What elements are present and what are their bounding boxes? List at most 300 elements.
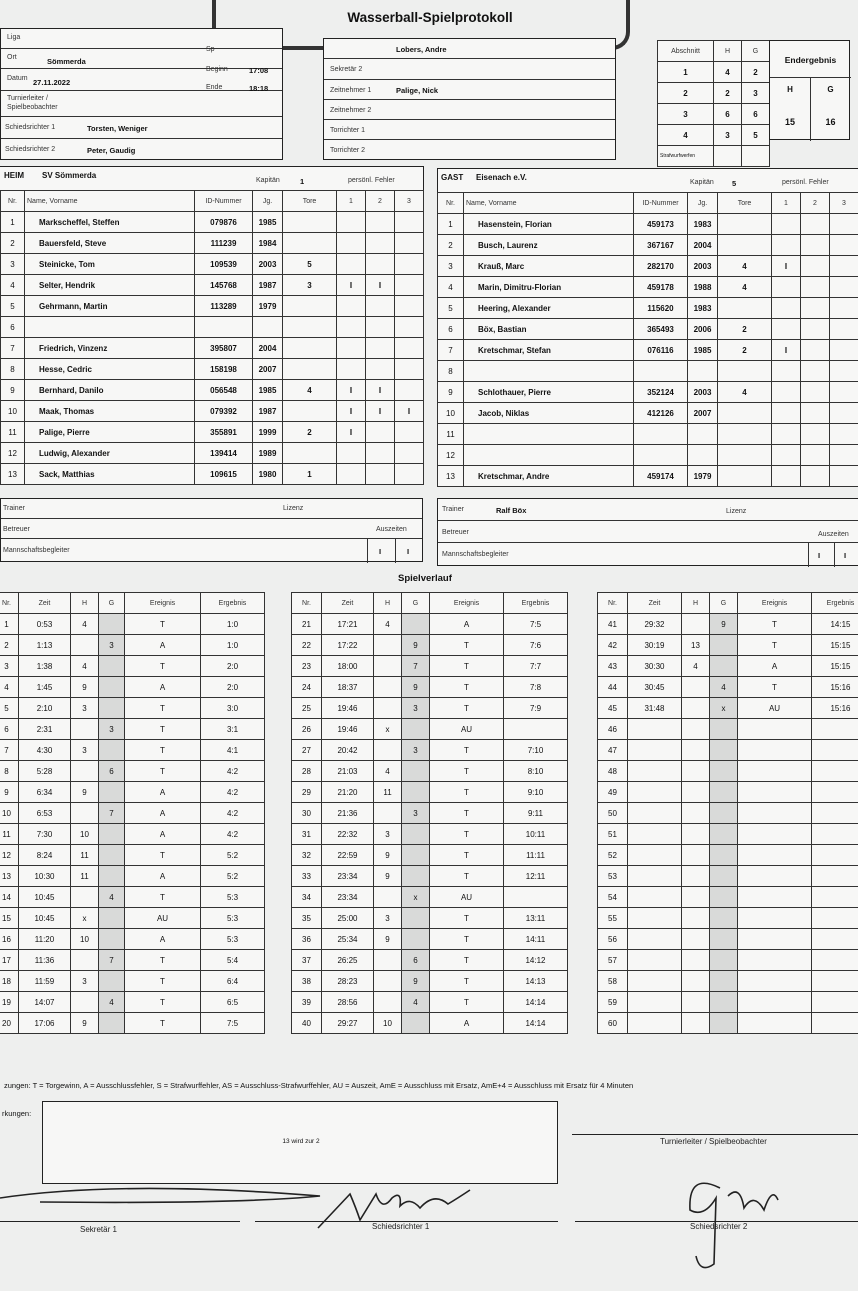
player-number: 7 (438, 340, 464, 361)
event-score: 2:0 (201, 677, 265, 698)
player-year: 2003 (688, 256, 718, 277)
player-number: 1 (1, 212, 25, 233)
event-header-cell: Ereignis (738, 593, 812, 614)
event-home-cap (71, 950, 99, 971)
player-name: Schlothauer, Pierre (464, 382, 634, 403)
event-row (598, 761, 858, 782)
player-id: 145768 (195, 275, 253, 296)
event-type: T (738, 614, 812, 635)
event-score: 7:5 (201, 1013, 265, 1034)
event-score: 2:0 (201, 656, 265, 677)
player-goals (283, 296, 337, 317)
event-home-cap (374, 992, 402, 1013)
player-foul-2 (366, 338, 395, 359)
player-foul-3 (830, 235, 858, 256)
event-type: A (125, 782, 201, 803)
player-name: Hesse, Cedric (25, 359, 195, 380)
event-guest-cap (99, 845, 125, 866)
event-type (738, 866, 812, 887)
event-row (598, 677, 858, 698)
event-guest-cap: 4 (99, 887, 125, 908)
event-number: 2 (0, 635, 19, 656)
guest-player-row (438, 445, 858, 466)
event-score: 14:14 (504, 1013, 568, 1034)
event-row (292, 656, 568, 677)
home-player-row (1, 254, 424, 275)
player-foul-1: I (337, 275, 366, 296)
event-number: 32 (292, 845, 322, 866)
event-row (598, 803, 858, 824)
event-score: 3:1 (201, 719, 265, 740)
event-row (0, 908, 265, 929)
player-number: 8 (1, 359, 25, 380)
player-foul-2 (801, 445, 830, 466)
player-foul-1: I (337, 380, 366, 401)
home-roster-header-cell: ID-Nummer (195, 191, 253, 212)
event-home-cap (374, 887, 402, 908)
player-foul-1 (337, 464, 366, 485)
periods-table (657, 40, 770, 167)
player-name: Krauß, Marc (464, 256, 634, 277)
event-home-cap: 4 (374, 761, 402, 782)
player-goals: 4 (718, 277, 772, 298)
event-home-cap: 3 (71, 698, 99, 719)
player-number: 13 (1, 464, 25, 485)
guest-player-row (438, 214, 858, 235)
event-score: 9:10 (504, 782, 568, 803)
event-row (292, 908, 568, 929)
event-score (812, 719, 858, 740)
player-number: 5 (438, 298, 464, 319)
player-foul-3 (395, 380, 424, 401)
player-id: 109615 (195, 464, 253, 485)
player-id: 113289 (195, 296, 253, 317)
event-home-cap (374, 698, 402, 719)
event-score: 6:4 (201, 971, 265, 992)
event-time: 0:53 (19, 614, 71, 635)
event-guest-cap: 7 (99, 950, 125, 971)
event-row (292, 971, 568, 992)
event-time: 31:48 (628, 698, 682, 719)
event-row (598, 1013, 858, 1034)
player-number: 11 (1, 422, 25, 443)
event-score: 5:2 (201, 845, 265, 866)
event-home-cap: 13 (682, 635, 710, 656)
event-number: 19 (0, 992, 19, 1013)
event-score: 7:6 (504, 635, 568, 656)
event-type: A (125, 866, 201, 887)
player-foul-3 (395, 317, 424, 338)
event-row (292, 950, 568, 971)
player-foul-3 (395, 275, 424, 296)
event-guest-cap (402, 719, 430, 740)
guest-betreuer-label: Betreuer (442, 529, 469, 536)
player-foul-3 (830, 256, 858, 277)
event-number: 50 (598, 803, 628, 824)
turnierleiter-label: Turnierleiter / Spielbeobachter (7, 95, 58, 111)
player-goals (718, 403, 772, 424)
home-kapitaen-label: Kapitän (256, 177, 280, 184)
player-goals (283, 233, 337, 254)
event-number: 57 (598, 950, 628, 971)
player-goals: 1 (283, 464, 337, 485)
player-number: 7 (1, 338, 25, 359)
player-number: 4 (438, 277, 464, 298)
player-id: 076116 (634, 340, 688, 361)
event-type: AU (125, 908, 201, 929)
event-score: 7:9 (504, 698, 568, 719)
event-time: 21:20 (322, 782, 374, 803)
player-year: 1983 (688, 214, 718, 235)
player-name: Busch, Laurenz (464, 235, 634, 256)
player-foul-3 (395, 296, 424, 317)
player-goals (283, 401, 337, 422)
event-time: 6:34 (19, 782, 71, 803)
sr1-value: Torsten, Weniger (87, 124, 148, 133)
event-time (628, 782, 682, 803)
event-home-cap (682, 887, 710, 908)
event-time: 1:38 (19, 656, 71, 677)
event-type: T (125, 740, 201, 761)
event-guest-cap (99, 677, 125, 698)
player-foul-2 (366, 443, 395, 464)
event-number: 47 (598, 740, 628, 761)
player-number: 3 (438, 256, 464, 277)
event-guest-cap: 3 (402, 740, 430, 761)
player-number: 5 (1, 296, 25, 317)
player-name: Markscheffel, Steffen (25, 212, 195, 233)
event-time: 8:24 (19, 845, 71, 866)
player-id (195, 317, 253, 338)
player-foul-1 (772, 424, 801, 445)
events-table-2 (291, 592, 568, 1034)
event-row (598, 929, 858, 950)
player-foul-3 (395, 443, 424, 464)
period-row (658, 125, 770, 146)
player-number: 12 (1, 443, 25, 464)
event-home-cap: 11 (71, 845, 99, 866)
event-guest-cap: 3 (99, 719, 125, 740)
event-score: 15:15 (812, 635, 858, 656)
event-time: 5:28 (19, 761, 71, 782)
event-time: 17:21 (322, 614, 374, 635)
sr2-signature-label: Schiedsrichter 2 (690, 1222, 748, 1231)
event-row (0, 1013, 265, 1034)
event-header-cell: Ereignis (125, 593, 201, 614)
player-foul-3 (395, 212, 424, 233)
player-foul-1 (772, 298, 801, 319)
home-roster-header-cell: 2 (366, 191, 395, 212)
event-guest-cap (710, 845, 738, 866)
event-type: T (125, 698, 201, 719)
event-guest-cap (99, 908, 125, 929)
event-row (598, 656, 858, 677)
event-home-cap (682, 803, 710, 824)
event-row (598, 719, 858, 740)
event-time: 17:06 (19, 1013, 71, 1034)
event-score: 12:11 (504, 866, 568, 887)
event-time: 22:32 (322, 824, 374, 845)
home-player-row (1, 212, 424, 233)
event-row (598, 887, 858, 908)
event-time: 28:23 (322, 971, 374, 992)
event-number: 33 (292, 866, 322, 887)
event-type: A (125, 677, 201, 698)
event-score: 15:16 (812, 677, 858, 698)
event-guest-cap (710, 824, 738, 845)
home-roster-header-cell: 1 (337, 191, 366, 212)
event-number: 28 (292, 761, 322, 782)
event-home-cap: 9 (374, 845, 402, 866)
event-number: 21 (292, 614, 322, 635)
player-foul-1 (337, 254, 366, 275)
event-guest-cap (402, 929, 430, 950)
player-year: 1985 (688, 340, 718, 361)
event-score: 10:11 (504, 824, 568, 845)
guest-roster-header-cell: Name, Vorname (464, 193, 634, 214)
player-foul-2 (801, 424, 830, 445)
event-time (628, 845, 682, 866)
player-id: 115620 (634, 298, 688, 319)
event-time (628, 950, 682, 971)
event-score: 15:15 (812, 656, 858, 677)
player-id: 282170 (634, 256, 688, 277)
player-number: 11 (438, 424, 464, 445)
event-guest-cap (710, 782, 738, 803)
event-home-cap (682, 992, 710, 1013)
event-guest-cap (710, 635, 738, 656)
event-score: 14:11 (504, 929, 568, 950)
player-id: 355891 (195, 422, 253, 443)
event-number: 4 (0, 677, 19, 698)
player-year: 2007 (688, 403, 718, 424)
player-foul-1 (337, 443, 366, 464)
player-foul-1 (772, 319, 801, 340)
event-number: 31 (292, 824, 322, 845)
event-type: T (738, 635, 812, 656)
home-auszeiten-label: Auszeiten (376, 526, 407, 533)
event-score: 4:2 (201, 782, 265, 803)
player-foul-2 (366, 212, 395, 233)
event-guest-cap: 6 (402, 950, 430, 971)
event-time: 18:37 (322, 677, 374, 698)
event-number: 35 (292, 908, 322, 929)
player-goals: 4 (283, 380, 337, 401)
event-header-cell: H (71, 593, 99, 614)
player-goals (283, 212, 337, 233)
event-time: 23:34 (322, 866, 374, 887)
event-home-cap (374, 656, 402, 677)
player-foul-3 (830, 424, 858, 445)
period-header-cell: Abschnitt (658, 41, 714, 62)
player-number: 12 (438, 445, 464, 466)
player-id: 352124 (634, 382, 688, 403)
event-header-cell: Zeit (628, 593, 682, 614)
sr2-value: Peter, Gaudig (87, 146, 136, 155)
event-home-cap: 4 (374, 614, 402, 635)
zeitnehmer2-label: Zeitnehmer 2 (330, 107, 372, 114)
event-home-cap: 9 (71, 782, 99, 803)
event-type: A (125, 635, 201, 656)
event-row (292, 698, 568, 719)
player-foul-3 (395, 422, 424, 443)
period-row (658, 83, 770, 104)
event-score: 8:10 (504, 761, 568, 782)
event-type (738, 740, 812, 761)
guest-roster-header-cell: 2 (801, 193, 830, 214)
event-guest-cap (710, 929, 738, 950)
end-g-label: G (827, 85, 834, 94)
home-player-row (1, 401, 424, 422)
event-number: 10 (0, 803, 19, 824)
player-foul-2 (801, 319, 830, 340)
event-guest-cap (710, 740, 738, 761)
event-home-cap: 3 (374, 908, 402, 929)
event-type (738, 782, 812, 803)
event-guest-cap (99, 782, 125, 803)
player-name: Ludwig, Alexander (25, 443, 195, 464)
player-year: 1984 (253, 233, 283, 254)
event-type: A (125, 824, 201, 845)
event-time: 21:36 (322, 803, 374, 824)
event-time (628, 929, 682, 950)
player-name: Steinicke, Tom (25, 254, 195, 275)
event-guest-cap: 4 (99, 992, 125, 1013)
event-number: 56 (598, 929, 628, 950)
event-guest-cap: 6 (99, 761, 125, 782)
period-row (658, 104, 770, 125)
period-cell: 4 (714, 62, 742, 83)
event-score: 14:13 (504, 971, 568, 992)
home-player-row (1, 443, 424, 464)
player-number: 8 (438, 361, 464, 382)
event-row (598, 614, 858, 635)
event-number: 43 (598, 656, 628, 677)
event-type: T (430, 635, 504, 656)
event-guest-cap: x (710, 698, 738, 719)
home-roster-table (0, 190, 424, 485)
player-number: 9 (438, 382, 464, 403)
player-foul-2 (366, 296, 395, 317)
player-foul-2 (801, 361, 830, 382)
event-guest-cap (99, 740, 125, 761)
event-score (812, 992, 858, 1013)
player-id: 459173 (634, 214, 688, 235)
event-row (0, 824, 265, 845)
event-home-cap (682, 971, 710, 992)
event-number: 44 (598, 677, 628, 698)
event-row (0, 950, 265, 971)
event-score: 7:10 (504, 740, 568, 761)
event-number: 7 (0, 740, 19, 761)
event-type: T (125, 950, 201, 971)
event-row (0, 614, 265, 635)
event-score (504, 719, 568, 740)
event-type: T (430, 656, 504, 677)
guest-player-row (438, 340, 858, 361)
player-id: 365493 (634, 319, 688, 340)
period-cell: 1 (658, 62, 714, 83)
event-time: 29:32 (628, 614, 682, 635)
player-foul-1 (772, 361, 801, 382)
event-number: 48 (598, 761, 628, 782)
event-home-cap (682, 719, 710, 740)
event-type: T (125, 719, 201, 740)
event-row (292, 740, 568, 761)
event-number: 59 (598, 992, 628, 1013)
player-number: 1 (438, 214, 464, 235)
event-guest-cap (710, 971, 738, 992)
torrichter2-label: Torrichter 2 (330, 147, 366, 154)
player-foul-3 (830, 466, 858, 487)
player-foul-1 (772, 445, 801, 466)
player-id: 412126 (634, 403, 688, 424)
event-home-cap (682, 908, 710, 929)
event-number: 42 (598, 635, 628, 656)
event-time: 25:34 (322, 929, 374, 950)
player-number: 6 (1, 317, 25, 338)
home-player-row (1, 464, 424, 485)
event-time: 11:36 (19, 950, 71, 971)
period-cell: 3 (658, 104, 714, 125)
player-id (634, 424, 688, 445)
event-row (598, 698, 858, 719)
player-name (464, 424, 634, 445)
period-cell: 5 (742, 125, 770, 146)
liga-label: Liga (7, 34, 21, 41)
event-time: 1:45 (19, 677, 71, 698)
event-home-cap: 11 (374, 782, 402, 803)
player-goals (283, 443, 337, 464)
player-foul-2 (801, 298, 830, 319)
player-number: 4 (1, 275, 25, 296)
player-foul-1 (337, 233, 366, 254)
period-cell: 2 (714, 83, 742, 104)
event-number: 45 (598, 698, 628, 719)
event-home-cap: 11 (71, 866, 99, 887)
sekretaer2-label: Sekretär 2 (330, 66, 363, 73)
guest-player-row (438, 361, 858, 382)
event-score (812, 971, 858, 992)
event-home-cap (682, 929, 710, 950)
event-type: T (430, 971, 504, 992)
player-number: 3 (1, 254, 25, 275)
home-team-name: SV Sömmerda (42, 171, 97, 180)
beginn-label: Beginn (206, 66, 228, 73)
player-foul-2: I (366, 380, 395, 401)
event-guest-cap: 9 (402, 971, 430, 992)
player-goals (718, 298, 772, 319)
period-foot-cell (742, 146, 770, 167)
player-foul-3 (830, 319, 858, 340)
guest-trainer-label: Trainer (442, 506, 464, 513)
guest-auszeiten-label: Auszeiten (818, 531, 849, 538)
period-cell: 6 (742, 104, 770, 125)
player-id: 111239 (195, 233, 253, 254)
event-number: 29 (292, 782, 322, 803)
event-time: 18:00 (322, 656, 374, 677)
sekretaer-signature-label: Sekretär 1 (80, 1225, 117, 1234)
event-guest-cap (710, 908, 738, 929)
event-time (628, 992, 682, 1013)
guest-side-label: GAST (441, 173, 464, 182)
end-result-box (769, 40, 850, 140)
event-time (628, 824, 682, 845)
event-guest-cap: 7 (99, 803, 125, 824)
event-number: 52 (598, 845, 628, 866)
event-score: 1:0 (201, 635, 265, 656)
home-trainer-label: Trainer (3, 505, 25, 512)
